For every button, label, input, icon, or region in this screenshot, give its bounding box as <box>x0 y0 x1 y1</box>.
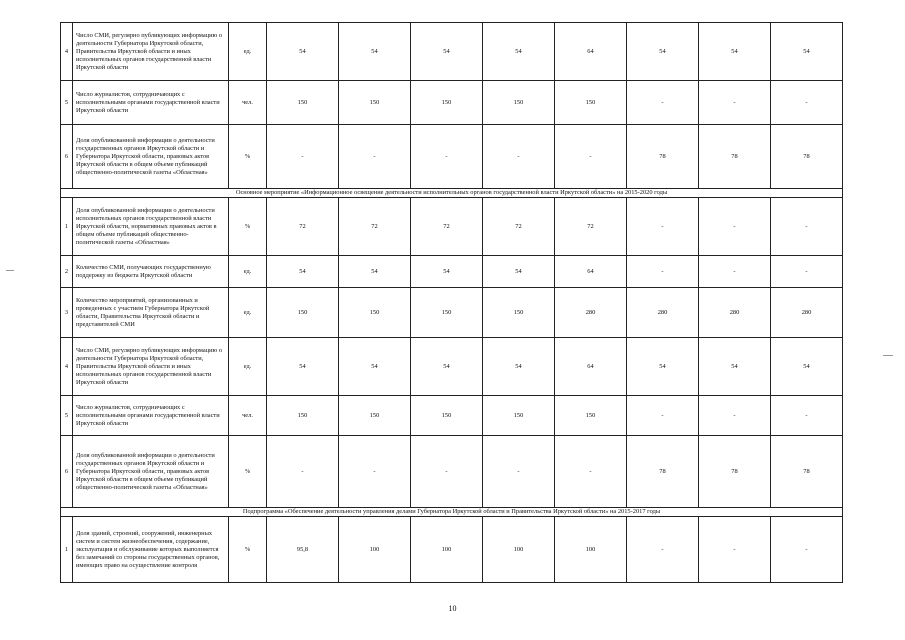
row-number: 6 <box>61 125 73 189</box>
value-cell: 280 <box>699 288 771 338</box>
unit-cell: % <box>229 125 267 189</box>
value-cell: - <box>771 81 843 125</box>
value-cell: 78 <box>771 436 843 508</box>
unit-cell: ед. <box>229 288 267 338</box>
table-row <box>61 288 843 338</box>
indicator-name: Число СМИ, регулярно публикующих информацию о деятельности Губернатора Иркутской области, Правительства Иркутской области и иных исполнительных органов государственной власти Иркутской области <box>73 338 229 396</box>
value-cell: - <box>555 436 627 508</box>
value-cell: - <box>339 125 411 189</box>
value-cell: 54 <box>339 256 411 288</box>
indicator-name: Число журналистов, сотрудничающих с исполнительными органами государственной власти Иркутской области <box>73 81 229 125</box>
value-cell: 72 <box>555 198 627 256</box>
value-cell: 150 <box>555 81 627 125</box>
row-number: 1 <box>61 517 73 583</box>
indicators-table <box>60 22 843 583</box>
value-cell: 280 <box>555 288 627 338</box>
value-cell: 54 <box>699 338 771 396</box>
value-cell: 150 <box>267 288 339 338</box>
unit-cell: % <box>229 198 267 256</box>
value-cell: - <box>699 256 771 288</box>
table-row <box>61 436 843 508</box>
value-cell: 64 <box>555 23 627 81</box>
value-cell: - <box>627 256 699 288</box>
value-cell: 64 <box>555 338 627 396</box>
value-cell: 100 <box>483 517 555 583</box>
value-cell: 54 <box>771 338 843 396</box>
unit-cell: % <box>229 436 267 508</box>
unit-cell: % <box>229 517 267 583</box>
value-cell: 280 <box>771 288 843 338</box>
value-cell: 54 <box>411 256 483 288</box>
unit-cell: чел. <box>229 81 267 125</box>
indicator-name: Доля зданий, строений, сооружений, инженерных систем и систем жизнеобеспечения, содержание, эксплуатация и обслуживание которых выполняется без замечаний со стороны государственных органов, имеющих право на осуществление контроля <box>73 517 229 583</box>
value-cell: 72 <box>483 198 555 256</box>
row-number: 2 <box>61 256 73 288</box>
value-cell: 100 <box>555 517 627 583</box>
section-header-row <box>61 508 843 517</box>
value-cell: - <box>699 81 771 125</box>
value-cell: - <box>411 436 483 508</box>
value-cell: 150 <box>339 81 411 125</box>
value-cell: 54 <box>339 23 411 81</box>
value-cell: 150 <box>411 396 483 436</box>
value-cell: 54 <box>483 23 555 81</box>
margin-mark-right <box>883 355 893 356</box>
indicator-name: Количество СМИ, получающих государственную поддержку из бюджета Иркутской области <box>73 256 229 288</box>
value-cell: 78 <box>699 125 771 189</box>
value-cell: 54 <box>339 338 411 396</box>
value-cell: - <box>771 396 843 436</box>
table-row <box>61 125 843 189</box>
value-cell: - <box>411 125 483 189</box>
value-cell: 54 <box>627 338 699 396</box>
value-cell: 150 <box>339 396 411 436</box>
row-number: 4 <box>61 338 73 396</box>
value-cell: - <box>483 436 555 508</box>
value-cell: 150 <box>555 396 627 436</box>
value-cell: 54 <box>699 23 771 81</box>
indicator-name: Доля опубликованной информации о деятельности государственных органов Иркутской области и Губернатора Иркутской области, правовых актов Иркутской области в общем объеме публикаций общественно-политической газеты «Областная» <box>73 436 229 508</box>
value-cell: 150 <box>411 288 483 338</box>
value-cell: 95,8 <box>267 517 339 583</box>
value-cell: 150 <box>411 81 483 125</box>
row-number: 4 <box>61 23 73 81</box>
table-row <box>61 338 843 396</box>
value-cell: 100 <box>411 517 483 583</box>
value-cell: - <box>555 125 627 189</box>
value-cell: 64 <box>555 256 627 288</box>
value-cell: 54 <box>411 338 483 396</box>
indicators-table-sheet <box>60 22 842 583</box>
value-cell: 78 <box>771 125 843 189</box>
indicator-name: Число СМИ, регулярно публикующих информацию о деятельности Губернатора Иркутской области, Правительства Иркутской области и иных исполнительных органов государственной власти Иркутской области <box>73 23 229 81</box>
unit-cell: ед. <box>229 23 267 81</box>
value-cell: - <box>699 517 771 583</box>
value-cell: 150 <box>483 288 555 338</box>
value-cell: 150 <box>483 396 555 436</box>
value-cell: - <box>339 436 411 508</box>
value-cell: - <box>771 517 843 583</box>
value-cell: - <box>627 517 699 583</box>
row-number: 6 <box>61 436 73 508</box>
row-number: 3 <box>61 288 73 338</box>
value-cell: 78 <box>627 125 699 189</box>
value-cell: - <box>267 436 339 508</box>
indicator-name: Доля опубликованной информации о деятельности исполнительных органов государственной власти Иркутской области, нормативных правовых актов в общем объеме публикаций общественно-политической газеты «Областная» <box>73 198 229 256</box>
section-header-row <box>61 189 843 198</box>
row-number: 5 <box>61 81 73 125</box>
value-cell: - <box>627 198 699 256</box>
value-cell: 150 <box>267 396 339 436</box>
indicator-name: Доля опубликованной информации о деятельности государственных органов Иркутской области и Губернатора Иркутской области, правовых актов Иркутской области в общем объеме публикаций общественно-политической газеты «Областная» <box>73 125 229 189</box>
value-cell: 150 <box>267 81 339 125</box>
value-cell: 54 <box>267 23 339 81</box>
value-cell: - <box>771 198 843 256</box>
value-cell: - <box>627 81 699 125</box>
value-cell: 150 <box>483 81 555 125</box>
value-cell: 72 <box>267 198 339 256</box>
indicator-name: Количество мероприятий, организованных и проведенных с участием Губернатора Иркутской области, Правительства Иркутской области и представителей СМИ <box>73 288 229 338</box>
value-cell: 72 <box>339 198 411 256</box>
unit-cell: ед. <box>229 256 267 288</box>
value-cell: 54 <box>627 23 699 81</box>
value-cell: - <box>771 256 843 288</box>
value-cell: 150 <box>339 288 411 338</box>
page-number: 10 <box>448 604 457 613</box>
table-row <box>61 198 843 256</box>
value-cell: - <box>483 125 555 189</box>
value-cell: 78 <box>699 436 771 508</box>
unit-cell: чел. <box>229 396 267 436</box>
section-title: Основное мероприятие «Информационное освещение деятельности исполнительных органов государственной власти Иркутской области» на 2015-2020 годы <box>61 189 843 198</box>
value-cell: 280 <box>627 288 699 338</box>
value-cell: 72 <box>411 198 483 256</box>
value-cell: - <box>699 198 771 256</box>
value-cell: 54 <box>483 256 555 288</box>
value-cell: 54 <box>411 23 483 81</box>
section-title: Подпрограмма «Обеспечение деятельности управления делами Губернатора Иркутской области и Правительства Иркутской области» на 2015-2017 годы <box>61 508 843 517</box>
table-row <box>61 256 843 288</box>
table-row <box>61 81 843 125</box>
value-cell: 54 <box>267 256 339 288</box>
unit-cell: ед. <box>229 338 267 396</box>
indicator-name: Число журналистов, сотрудничающих с исполнительными органами государственной власти Иркутской области <box>73 396 229 436</box>
margin-mark-left <box>6 270 14 271</box>
value-cell: 54 <box>483 338 555 396</box>
table-row <box>61 23 843 81</box>
value-cell: - <box>627 396 699 436</box>
value-cell: 78 <box>627 436 699 508</box>
value-cell: - <box>699 396 771 436</box>
table-row <box>61 396 843 436</box>
value-cell: - <box>267 125 339 189</box>
row-number: 1 <box>61 198 73 256</box>
table-row <box>61 517 843 583</box>
row-number: 5 <box>61 396 73 436</box>
value-cell: 54 <box>771 23 843 81</box>
value-cell: 54 <box>267 338 339 396</box>
value-cell: 100 <box>339 517 411 583</box>
